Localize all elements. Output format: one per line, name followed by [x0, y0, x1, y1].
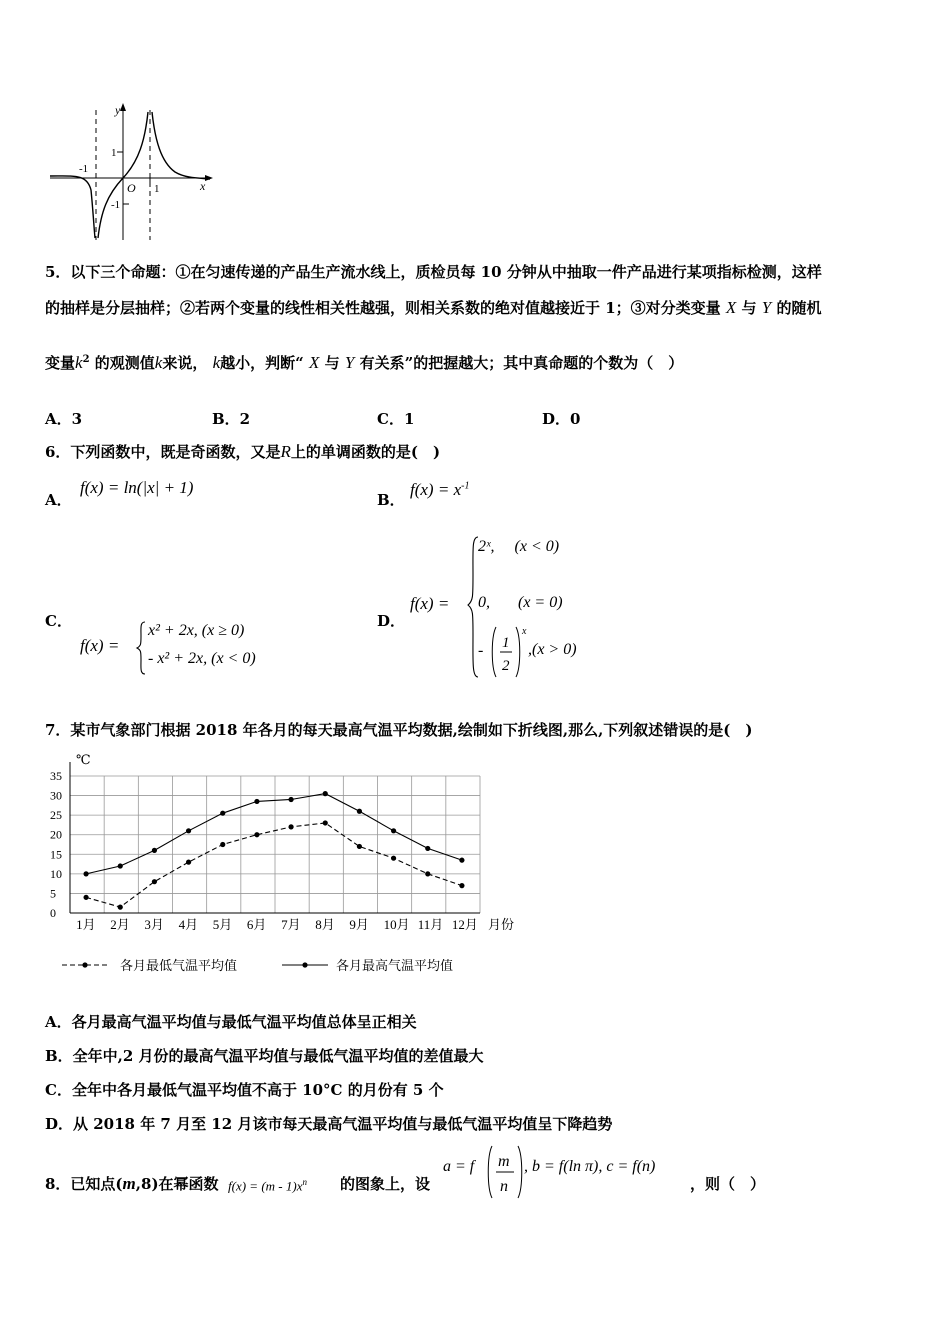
curve-right — [152, 112, 210, 179]
q6-option-c-row1: x² + 2x, (x ≥ 0) — [148, 622, 245, 639]
data-point-high — [391, 828, 396, 833]
q7-option-a[interactable]: A．各月最高气温平均值与最低气温平均值总体呈正相关 — [45, 1013, 417, 1031]
data-point-high — [357, 809, 362, 814]
y-tick-label: 35 — [50, 769, 62, 783]
data-point-low — [83, 895, 88, 900]
series-line-low — [86, 823, 462, 907]
x-tick-label: 3月 — [144, 917, 164, 932]
data-point-high — [83, 871, 88, 876]
q6-option-d-label[interactable]: D． — [377, 612, 406, 630]
q8-fraction-denominator: n — [500, 1178, 508, 1195]
graph-tick-y1: 1 — [111, 147, 117, 159]
q6-option-c-label[interactable]: C． — [45, 612, 72, 630]
x-tick-label: 5月 — [212, 917, 233, 932]
graph-origin: O — [127, 181, 136, 195]
data-point-high — [254, 799, 259, 804]
q6-option-d-lhs: f(x) = — [410, 594, 450, 613]
y-tick-label: 30 — [50, 788, 62, 803]
fraction-numerator: 1 — [502, 635, 510, 651]
series-line-high — [86, 794, 462, 874]
q5-line3: 变量$k^2$ 的观测值k来说， k越小，判断“ X 与 Y 有关系”的把握越大；其中真命题的个数为（ ） — [45, 353, 684, 372]
graph-y-label: y — [115, 103, 121, 117]
x-tick-label: 6月 — [246, 917, 267, 932]
data-point-low — [288, 824, 293, 829]
x-tick-label: 2月 — [110, 917, 130, 932]
q6-option-d-fraction — [490, 625, 522, 679]
data-point-high — [152, 848, 157, 853]
q6-option-b-formula: $f(x) = x^{-1}$ — [410, 480, 470, 499]
y-tick-label: 0 — [50, 906, 56, 920]
var-X: X — [725, 298, 737, 317]
data-point-low — [425, 871, 430, 876]
y-tick-label: 20 — [50, 827, 62, 842]
data-point-high — [323, 791, 328, 796]
x-tick-label: 8月 — [315, 917, 335, 932]
q5-option-b[interactable]: B．2 — [212, 410, 251, 428]
x-tick-label: 4月 — [178, 917, 199, 932]
data-point-low — [357, 844, 362, 849]
q6-option-c-row2: - x² + 2x, (x < 0) — [148, 650, 256, 667]
q6-stem: 6．下列函数中，既是奇函数，又是R上的单调函数的是( ) — [45, 442, 441, 461]
q7-option-c[interactable]: C．全年中各月最低气温平均值不高于 10°C 的月份有 5 个 — [45, 1081, 444, 1099]
q6-option-c-lhs: f(x) = — [80, 636, 120, 655]
q8-power-function: $f(x) = (m - 1)x^n$ — [228, 1177, 307, 1194]
graph-tick-x1: 1 — [154, 183, 160, 195]
data-point-low — [152, 879, 157, 884]
q5-option-a[interactable]: A．3 — [45, 410, 83, 428]
x-tick-label: 7月 — [281, 917, 301, 932]
data-point-low — [459, 883, 464, 888]
var-Y: Y — [761, 298, 772, 317]
temperature-line-chart — [40, 748, 530, 983]
q8-stem-c: 的图象上，设 — [340, 1175, 431, 1193]
data-point-high — [220, 811, 225, 816]
q8-fraction — [486, 1144, 524, 1200]
q5-option-c[interactable]: C．1 — [377, 410, 415, 428]
data-point-high — [459, 858, 464, 863]
y-tick-label: 25 — [50, 808, 62, 823]
graph-tick-ym1: -1 — [111, 199, 121, 211]
x-axis-arrow — [205, 175, 213, 181]
q7-option-d[interactable]: D．从 2018 年 7 月至 12 月该市每天最高气温平均值与最低气温平均值呈下降趋势 — [45, 1115, 613, 1133]
y-tick-label: 5 — [50, 886, 56, 901]
legend-marker-high — [302, 962, 307, 967]
data-point-low — [323, 820, 328, 825]
data-point-low — [391, 856, 396, 861]
x-tick-label: 12月 — [451, 917, 478, 932]
q6-option-a-formula: f(x) = ln(|x| + 1) — [80, 478, 194, 497]
q6-option-d-row3-exp: x — [522, 626, 527, 637]
data-point-high — [118, 863, 123, 868]
graph-x-label: x — [200, 179, 206, 193]
function-graph — [45, 100, 225, 245]
x-tick-label: 9月 — [349, 917, 369, 932]
q6-option-d-row2: 0, (x = 0) — [478, 594, 563, 611]
fraction-denominator: 2 — [502, 658, 510, 674]
q6-option-d-row3-minus: - — [478, 642, 484, 659]
q8-a-lhs: a = f — [443, 1158, 475, 1175]
q6-option-b-label[interactable]: B． — [377, 491, 405, 509]
q7-stem: 7．某市气象部门根据 2018 年各月的每天最高气温平均数据,绘制如下折线图,那么,下列叙述错误的是( ) — [45, 721, 753, 739]
legend-label-low: 各月最低气温平均值 — [120, 958, 238, 973]
data-point-high — [288, 797, 293, 802]
x-tick-label: 10月 — [383, 917, 410, 932]
q6-option-d-row3-cond: ,(x > 0) — [528, 641, 577, 658]
q8-stem-d: ，则（ ） — [690, 1175, 766, 1193]
legend-label-high: 各月最高气温平均值 — [336, 958, 454, 973]
curve-left — [50, 176, 95, 238]
graph-tick-xm1: -1 — [79, 163, 89, 175]
data-point-low — [186, 860, 191, 865]
y-tick-label: 10 — [50, 866, 62, 881]
q6-option-d-row1: 2ˣ, (x < 0) — [478, 538, 560, 555]
data-point-low — [118, 905, 123, 910]
q6-option-c-brace — [135, 620, 147, 676]
y-axis-arrow — [120, 103, 126, 111]
x-tick-label: 1月 — [76, 917, 96, 932]
q5-line1: 5．以下三个命题：①在匀速传递的产品生产流水线上，质检员每 10 分钟从中抽取一件产品进行某项指标检测，这样 — [45, 263, 822, 281]
y-tick-label: 15 — [50, 847, 62, 862]
x-tick-label: 11月 — [417, 917, 444, 932]
legend-marker-low — [82, 962, 87, 967]
q8-bc-values: , b = f(ln π), c = f(n) — [524, 1158, 656, 1175]
x-axis-label: 月份 — [488, 917, 515, 932]
q8-fraction-numerator: m — [498, 1153, 510, 1170]
data-point-low — [254, 832, 259, 837]
q6-option-a-label[interactable]: A． — [45, 491, 72, 509]
q5-line2: 的抽样是分层抽样；②若两个变量的线性相关性越强，则相关系数的绝对值越接近于 1；③对分类变量 X 与 Y 的随机 — [45, 298, 822, 317]
data-point-low — [220, 842, 225, 847]
q5-option-d[interactable]: D．0 — [542, 410, 581, 428]
data-point-high — [186, 828, 191, 833]
q7-option-b[interactable]: B．全年中,2 月份的最高气温平均值与最低气温平均值的差值最大 — [45, 1047, 484, 1065]
y-axis-unit: ℃ — [76, 752, 91, 767]
data-point-high — [425, 846, 430, 851]
q8-stem: 8．已知点(m,8)在幂函数 — [45, 1174, 219, 1193]
